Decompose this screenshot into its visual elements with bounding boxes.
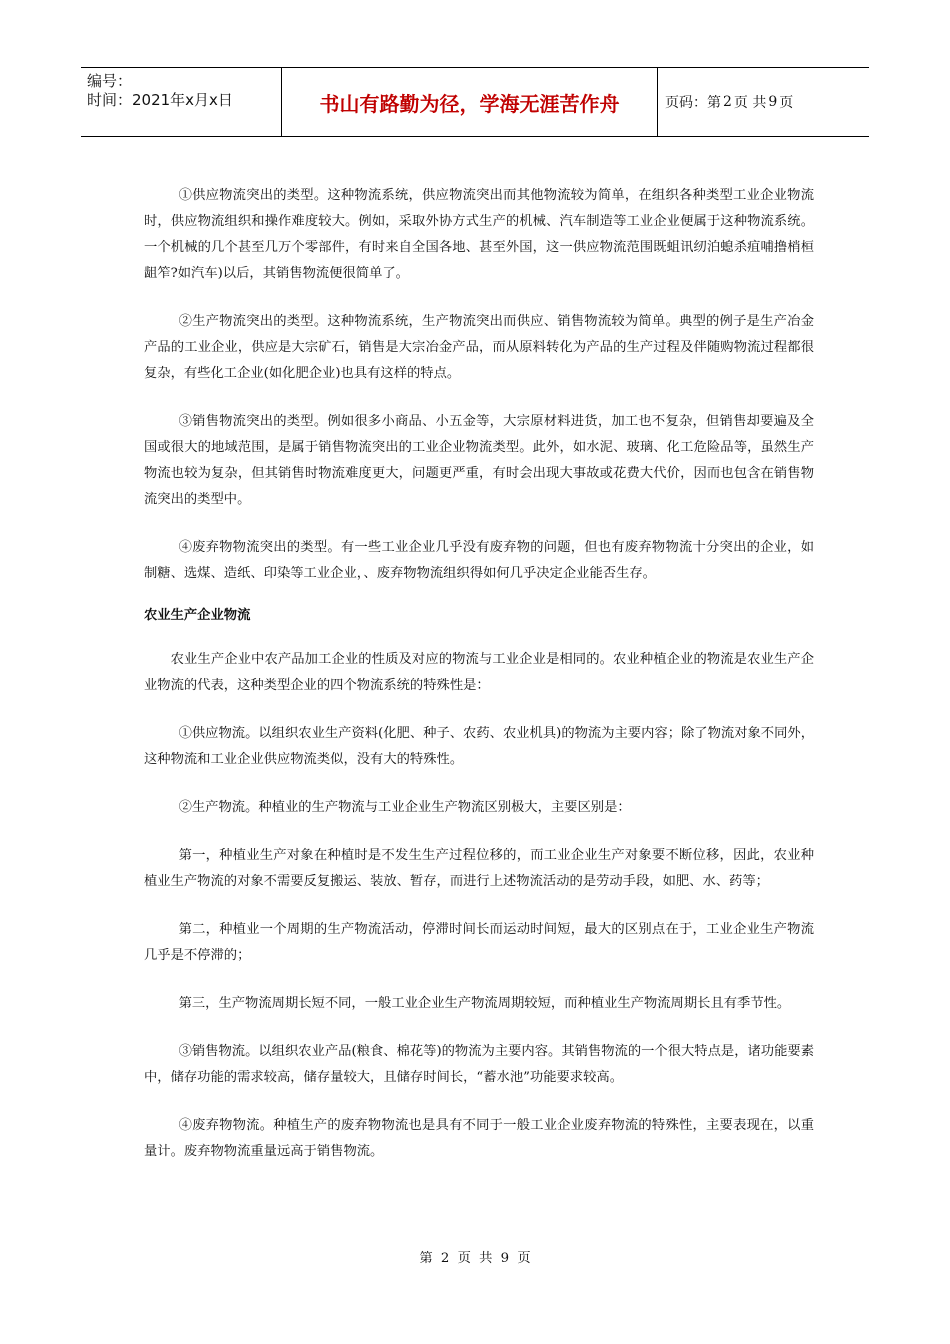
paragraph-agri-intro: 农业生产企业中农产品加工企业的性质及对应的物流与工业企业是相同的。农业种植企业的物流是农业生产企业物流的代表，这种类型企业的四个物流系统的特殊性是： xyxy=(144,652,814,693)
paragraph-sales-type: ③销售物流突出的类型。例如很多小商品、小五金等，大宗原材料进货，加工也不复杂，但销售却要遍及全国或很大的地域范围，是属于销售物流突出的工业企业物流类型。此外，如水泥、玻璃、化工危险品等，虽然生产物流也较为复杂，但其销售时物流难度更大，问题更严重，有时会出现大事故或花费大代价，因而也包含在销售物流突出的类型中。 xyxy=(144,414,814,507)
paragraph-agri-point-3: 第三，生产物流周期长短不同，一般工业企业生产物流周期较短，而种植业生产物流周期长且有季节性。 xyxy=(178,996,791,1011)
footer-suffix: 页 xyxy=(517,1251,531,1266)
serial-label: 编号： xyxy=(87,72,133,90)
page-footer xyxy=(0,1247,950,1266)
header-page-cell xyxy=(658,68,869,136)
time-label: 时间：2021年x月x日 xyxy=(87,91,233,109)
footer-prefix: 第 xyxy=(419,1251,433,1266)
section-heading-agriculture: 农业生产企业物流 xyxy=(144,608,251,623)
paragraph-agri-supply: ①供应物流。以组织农业生产资料(化肥、种子、农药、农业机具)的物流为主要内容；除了物流对象不同外，这种物流和工业企业供应物流类似，没有大的特殊性。 xyxy=(144,726,814,767)
page-current: 2 xyxy=(723,94,732,110)
page-mid: 页 共 xyxy=(733,95,767,111)
paragraph-agri-point-1: 第一，种植业生产对象在种植时是不发生生产过程位移的，而工业企业生产对象要不断位移，因此，农业种植业生产物流的对象不需要反复搬运、装放、暂存，而进行上述物流活动的是劳动手段，如肥、水、药等； xyxy=(144,848,814,889)
paragraph-production-type: ②生产物流突出的类型。这种物流系统，生产物流突出而供应、销售物流较为简单。典型的例子是生产冶金产品的工业企业，供应是大宗矿石，销售是大宗冶金产品，而从原料转化为产品的生产过程及伴随购物流过程都很复杂，有些化工企业(如化肥企业)也具有这样的特点。 xyxy=(144,314,814,381)
paragraph-waste-type: ④废弃物物流突出的类型。有一些工业企业几乎没有废弃物的问题，但也有废弃物物流十分突出的企业，如制糖、选煤、造纸、印染等工业企业，、废弃物物流组织得如何几乎决定企业能否生存。 xyxy=(144,540,814,581)
document-header xyxy=(81,67,869,137)
paragraph-agri-waste: ④废弃物物流。种植生产的废弃物物流也是具有不同于一般工业企业废弃物流的特殊性，主要表现在，以重量计。废弃物物流重量远高于销售物流。 xyxy=(144,1118,814,1159)
header-motto-cell xyxy=(282,68,658,136)
document-body xyxy=(144,183,814,1187)
footer-mid: 页 共 xyxy=(457,1251,493,1266)
page-prefix: 页码：第 xyxy=(665,95,721,111)
page-total: 9 xyxy=(768,94,778,110)
footer-current: 2 xyxy=(440,1251,450,1266)
paragraph-agri-sales: ③销售物流。以组织农业产品(粮食、棉花等)的物流为主要内容。其销售物流的一个很大特点是，诸功能要素中，储存功能的需求较高，储存量较大，且储存时间长，“蓄水池”功能要求较高。 xyxy=(144,1044,814,1085)
motto-text: 书山有路勤为径，学海无涯苦作舟 xyxy=(319,91,620,116)
paragraph-agri-production: ②生产物流。种植业的生产物流与工业企业生产物流区别极大，主要区别是： xyxy=(178,800,631,815)
footer-total: 9 xyxy=(500,1251,510,1266)
paragraph-agri-point-2: 第二，种植业一个周期的生产物流活动，停滞时间长而运动时间短，最大的区别点在于，工业企业生产物流几乎是不停滞的； xyxy=(144,922,814,963)
header-info-cell xyxy=(81,68,282,136)
page-suffix: 页 xyxy=(779,95,794,111)
paragraph-supply-type: ①供应物流突出的类型。这种物流系统，供应物流突出而其他物流较为简单，在组织各种类型工业企业物流时，供应物流组织和操作难度较大。例如，采取外协方式生产的机械、汽车制造等工业企业便属于这种物流系统。一个机械的几个甚至几万个零部件，有时来自全国各地、甚至外国，这一供应物流范围既蛆讯纫泊螅杀疽哺撸梢桓龃笮?如汽车)以后，其销售物流便很简单了。 xyxy=(144,188,814,281)
